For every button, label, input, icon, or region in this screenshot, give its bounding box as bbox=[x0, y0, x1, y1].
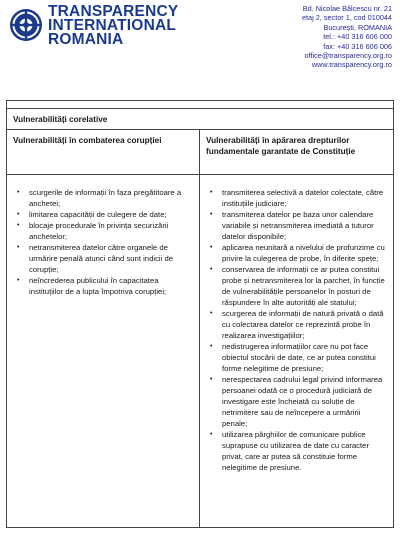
list-item bbox=[206, 209, 387, 242]
list-item bbox=[13, 220, 193, 242]
bullet-icon: • bbox=[210, 244, 213, 251]
letterhead bbox=[0, 0, 400, 80]
corruption-column-cell bbox=[7, 175, 200, 527]
rights-column-cell bbox=[200, 175, 393, 527]
list-item bbox=[206, 264, 387, 308]
logo-line: INTERNATIONAL bbox=[48, 17, 177, 34]
bullet-icon: • bbox=[17, 211, 20, 218]
address-line: etaj 2, sector 1, cod 010044 bbox=[301, 13, 392, 23]
table-caption: Vulnerabilități corelative bbox=[7, 109, 393, 130]
list-item bbox=[206, 429, 387, 473]
list-item-text: conservarea de informații ce ar putea constitui probe și netransmiterea lor la parchet, în funcție de vulnerabilitățile persoanelor în posturi de răspundere în alte autorități ale statului; bbox=[222, 265, 385, 307]
address-line: București, ROMANIA bbox=[323, 22, 392, 32]
bullet-icon: • bbox=[210, 310, 213, 317]
list-item bbox=[13, 187, 193, 209]
list-item bbox=[206, 374, 387, 429]
address-line: tel.: +40 316 606 000 bbox=[323, 32, 392, 42]
list-item-text: scurgerea de informații de natură privată o dată cu colectarea datelor ce reprezintă probe în realizarea investigațiilor; bbox=[222, 309, 384, 340]
table-top-spacer bbox=[7, 101, 393, 109]
column-header-corruption: Vulnerabilități în combaterea corupției bbox=[7, 130, 200, 174]
bullet-icon: • bbox=[210, 189, 213, 196]
list-item-text: aplicarea neunitară a nivelului de profunzime cu privire la culegerea de probe, în diferite spețe; bbox=[222, 243, 385, 263]
list-item bbox=[206, 341, 387, 374]
website-link[interactable]: www.transparency.org.ro bbox=[311, 60, 392, 70]
organization-logo-text bbox=[48, 5, 178, 47]
list-item bbox=[206, 308, 387, 341]
list-item bbox=[13, 275, 193, 297]
logo-line: ROMANIA bbox=[48, 31, 124, 48]
list-item bbox=[206, 242, 387, 264]
rights-vulnerabilities-list bbox=[206, 187, 387, 473]
logo-line: TRANSPARENCY bbox=[48, 3, 179, 20]
bullet-icon: • bbox=[210, 431, 213, 438]
list-item-text: blocaje procedurale în privința securizării anchetelor; bbox=[29, 221, 169, 241]
transparency-globe-icon bbox=[8, 7, 44, 43]
contact-address bbox=[302, 4, 392, 70]
bullet-icon: • bbox=[210, 376, 213, 383]
list-item-text: neîncrederea publicului în capacitatea instituțiilor de a lupta împotriva corupției; bbox=[29, 276, 167, 296]
list-item-text: nedistrugerea informațiilor care nu pot face obiectul stocării de date, ce ar putea constitui forme nelegitime de presiune; bbox=[222, 342, 376, 373]
list-item-text: nerespectarea cadrului legal privind informarea persoanei odată ce o procedură judiciară de investigare este încheiată cu soluție de netrimitere sau de neîncepere a urmăririi penale; bbox=[222, 375, 383, 428]
bullet-icon: • bbox=[17, 189, 20, 196]
vulnerabilities-table bbox=[6, 100, 394, 528]
list-item-text: limitarea capacității de culegere de date; bbox=[29, 210, 167, 219]
list-item-text: utilizarea pârghiilor de comunicare publice suprapuse cu utilizarea de date cu caracter privat, care ar putea să constituie forme nelegitime de presiune. bbox=[222, 430, 370, 472]
address-line: fax: +40 316 606 006 bbox=[323, 41, 392, 51]
list-item bbox=[13, 209, 193, 220]
list-item bbox=[206, 187, 387, 209]
list-item-text: transmiterea datelor pe baza unor calendare variabile și netransmiterea imediată a tuturor datelor disponibile; bbox=[222, 210, 374, 241]
bullet-icon: • bbox=[17, 244, 20, 251]
bullet-icon: • bbox=[210, 266, 213, 273]
bullet-icon: • bbox=[210, 343, 213, 350]
list-item bbox=[13, 242, 193, 275]
table-header-row bbox=[7, 130, 393, 175]
column-header-rights: Vulnerabilități în apărarea drepturilor fundamentale garantate de Constituție bbox=[206, 136, 356, 156]
corruption-vulnerabilities-list bbox=[13, 187, 193, 297]
email-link[interactable]: office@transparency.org.ro bbox=[304, 51, 392, 61]
list-item-text: transmiterea selectivă a datelor colectate, către instituțiile judiciare; bbox=[222, 188, 384, 208]
bullet-icon: • bbox=[17, 222, 20, 229]
address-line: Bd. Nicolae Bălcescu nr. 21 bbox=[302, 4, 392, 13]
bullet-icon: • bbox=[210, 211, 213, 218]
bullet-icon: • bbox=[17, 277, 20, 284]
table-body-row bbox=[7, 175, 393, 527]
list-item-text: scurgerile de informații în faza pregătitoare a anchetei; bbox=[29, 188, 182, 208]
list-item-text: netransmiterea datelor către organele de urmărire penală atunci când sunt indicii de corupție; bbox=[29, 243, 174, 274]
